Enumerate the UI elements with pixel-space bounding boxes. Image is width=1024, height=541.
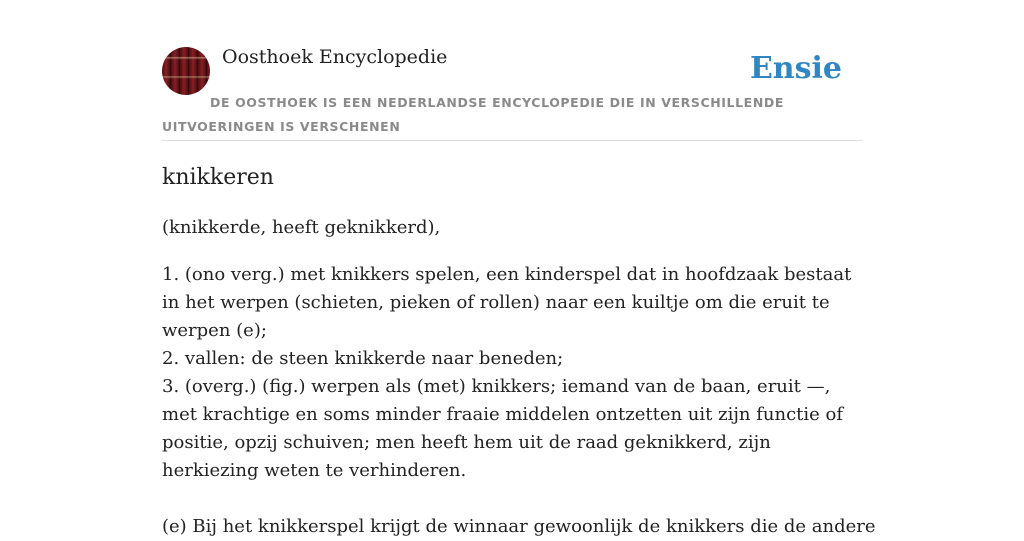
- site-header: [162, 46, 862, 141]
- avatar[interactable]: [162, 47, 210, 95]
- article: [162, 160, 876, 541]
- definitions: [162, 261, 862, 485]
- page-title: knikkeren: [162, 165, 274, 190]
- site-tagline: DE OOSTHOEK IS EEN NEDERLANDSE ENCYCLOPEDIE DIE IN VERSCHILLENDE UITVOERINGEN IS VERSCHENEN: [162, 95, 784, 134]
- definition-1: 1. (ono verg.) met knikkers spelen, een kinderspel dat in hoofdzaak bestaat in het werpen (schieten, pieken of rollen) naar een kuiltje om die eruit te werpen (e);: [162, 264, 852, 341]
- definition-2: 2. vallen: de steen knikkerde naar beneden;: [162, 348, 564, 369]
- site-name[interactable]: Oosthoek Encyclopedie: [222, 46, 448, 68]
- word-forms: (knikkerde, heeft geknikkerd),: [162, 217, 441, 238]
- brand-logo[interactable]: Ensie: [749, 51, 842, 86]
- definition-3: 3. (overg.) (fig.) werpen als (met) knikkers; iemand van de baan, eruit —, met krachtige en soms minder fraaie middelen ontzetten uit zijn functie of positie, opzij schuiven; men heeft hem uit de raad geknikkerd, zijn herkiezing weten te verhinderen.: [162, 376, 844, 481]
- footnote: (e) Bij het knikkerspel krijgt de winnaar gewoonlijk de knikkers die de andere: [162, 516, 876, 537]
